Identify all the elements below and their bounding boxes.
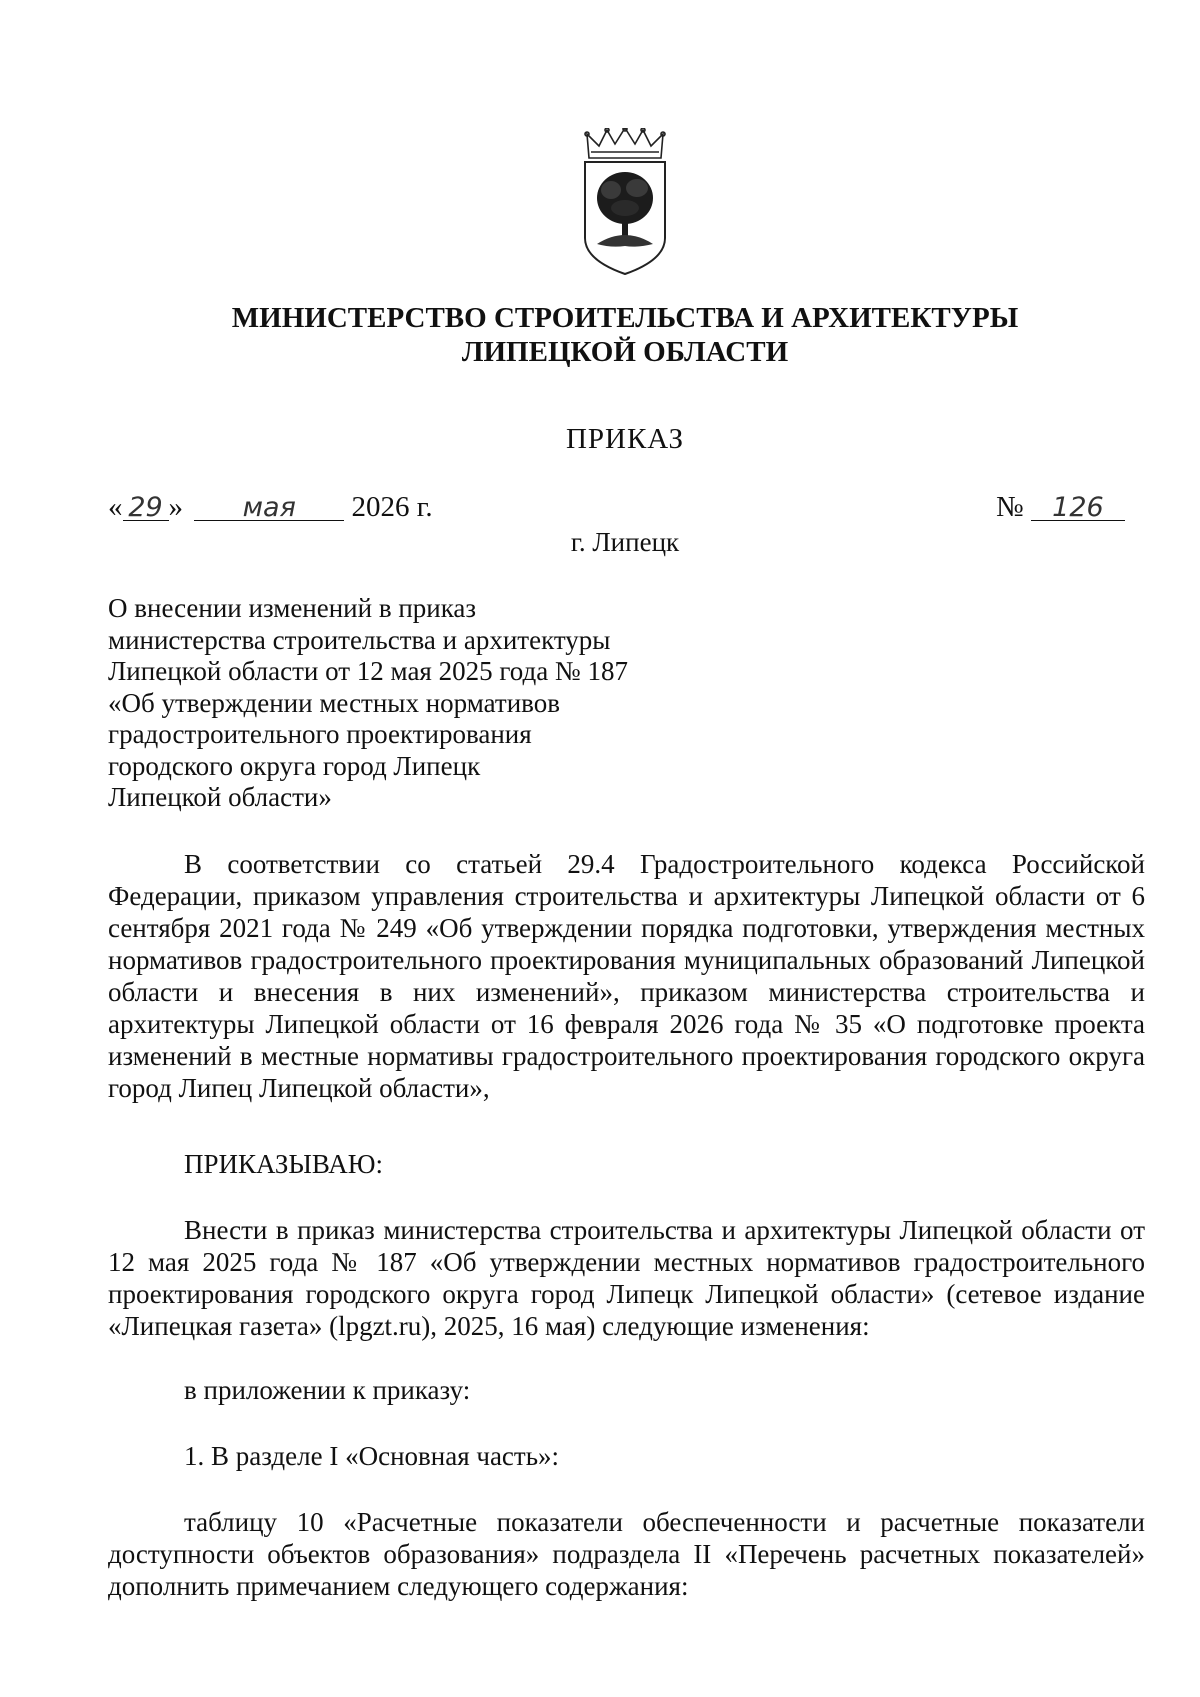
section-paragraph: 1. В разделе I «Основная часть»: (184, 1441, 560, 1471)
order-word: ПРИКАЗЫВАЮ: (184, 1149, 383, 1179)
date-day-value: 29 (128, 492, 163, 523)
ministry-name-line2: ЛИПЕЦКОЙ ОБЛАСТИ (461, 336, 789, 368)
order-number-value: 126 (1052, 492, 1104, 523)
order-subject (108, 593, 628, 814)
order-number (996, 490, 1125, 524)
subject-line: Липецкой области» (108, 782, 332, 812)
date-month-field (194, 490, 344, 521)
date-day-field (123, 490, 169, 521)
subject-line: Липецкой области от 12 мая 2025 года № 187 (108, 656, 628, 686)
date-close-quote: » (168, 491, 183, 523)
subject-line: городского округа город Липецк (108, 750, 481, 781)
document-type-title: ПРИКАЗ (565, 423, 685, 455)
appendix-paragraph: в приложении к приказу: (184, 1375, 471, 1405)
table-note-paragraph: таблицу 10 «Расчетные показатели обеспеченности и расчетные показатели доступности объектов образования» подраздела II «Перечень расчетных показателей» дополнить примечанием следующего содержания: (108, 1507, 1145, 1601)
city-name: г. Липецк (570, 527, 680, 557)
subject-line: градостроительного проектирования (108, 719, 532, 749)
subject-line: министерства строительства и архитектуры (108, 624, 611, 655)
order-date (108, 490, 433, 524)
date-month-value: мая (242, 492, 296, 523)
ministry-name-line1: МИНИСТЕРСТВО СТРОИТЕЛЬСТВА И АРХИТЕКТУРЫ (231, 302, 1019, 334)
date-open-quote: « (108, 491, 123, 523)
number-sign: № (996, 491, 1024, 523)
legal-basis-paragraph: В соответствии со статьей 29.4 Градостроительного кодекса Российской Федерации, приказом управления строительства и архитектуры Липецкой области от 6 сентября 2021 года № 249 «Об утверждении порядка подготовки, утверждения местных нормативов градостроительного проектирования муниципальных образований Липецкой области и внесения в них изменений», приказом министерства строительства и архитектуры Липецкой области от 16 февраля 2026 года № 35 «О подготовке проекта изменений в местные нормативы градостроительного проектирования городского округа город Липец Липецкой области», (108, 849, 1145, 1103)
subject-line: «Об утверждении местных нормативов (108, 687, 560, 718)
crown-icon (585, 128, 665, 158)
coat-of-arms-icon (577, 128, 673, 276)
order-number-field (1031, 490, 1125, 521)
subject-line: О внесении изменений в приказ (108, 593, 477, 623)
date-year: 2026 г. (351, 491, 433, 523)
amendment-paragraph: Внести в приказ министерства строительства и архитектуры Липецкой области от 12 мая 2025 года № 187 «Об утверждении местных нормативов градостроительного проектирования городского округа город Липецк Липецкой области» (сетевое издание «Липецкая газета» (lpgzt.ru), 2025, 16 мая) следующие изменения: (108, 1215, 1145, 1341)
